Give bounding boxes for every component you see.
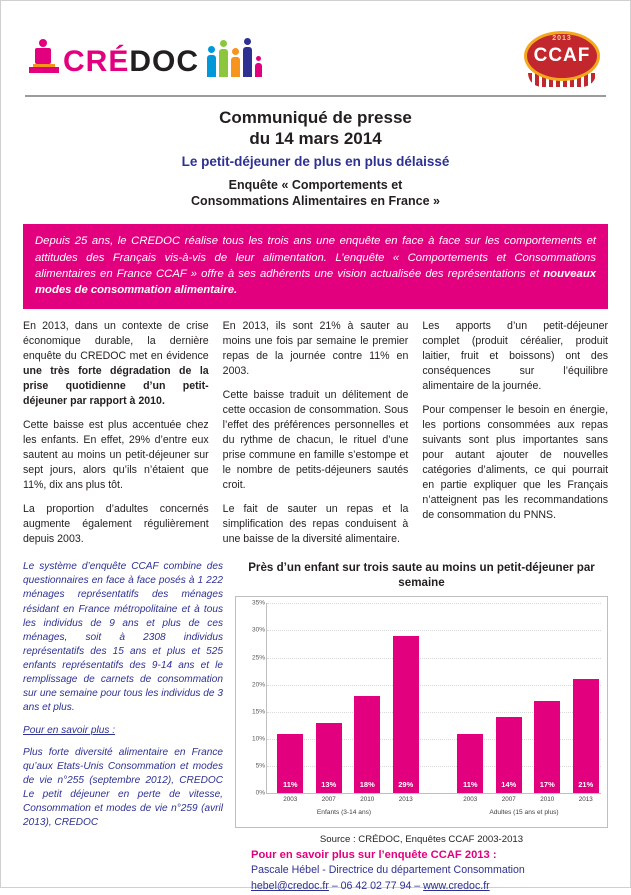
chart-y-tick: 25%: [251, 654, 265, 662]
page-title: [25, 107, 606, 150]
chart-x-tick: 2007: [501, 796, 516, 804]
chart-bar: [354, 696, 380, 794]
paragraph-text: Cette baisse traduit un délitement de cette occasion de consommation. Sous l’effet des préférences personnelles et du rythme de chacun, le rituel d’une prise commune en famille s’estompe et le nombre de petits-déjeuners sautés croit.: [222, 388, 409, 492]
page-header: [1, 1, 630, 97]
methodology-more-title: Pour en savoir plus :: [23, 724, 116, 736]
ccaf-label: CCAF: [533, 45, 591, 66]
chart-plot-area: [251, 599, 601, 817]
paragraph: [223, 388, 409, 493]
paragraph-text: La proportion d’adultes concernés augmente également régulièrement depuis 2003.: [23, 503, 209, 546]
chart-x-tick: 2003: [283, 796, 298, 804]
ccaf-logo: [524, 31, 600, 87]
chart-y-tick: 20%: [251, 681, 265, 689]
chart-bar-value-label: 17%: [539, 780, 555, 790]
credoc-figures-icon: [207, 43, 265, 77]
chart-gridline: [267, 603, 601, 604]
chart-y-tick: 15%: [251, 708, 265, 716]
chart-bar-value-label: 11%: [462, 780, 478, 790]
chart-box: [235, 596, 608, 828]
paragraph-text: Cette baisse est plus accentuée chez les enfants. En effet, 29% d’entre eux sautent au moins un petit-déjeuner sur sept jours, alors qu’ils n’étaient que 11%, dix ans plus tôt.: [23, 418, 209, 492]
chart-gridline: [267, 658, 601, 659]
paragraph: [23, 418, 209, 493]
credoc-wordmark-rest: DOC: [129, 45, 200, 78]
paragraph: [223, 319, 409, 379]
chart-x-tick: 2013: [578, 796, 593, 804]
paragraph-text: Le fait de sauter un repas et la simplification des repas conduisent à une baisse de la diversité alimentaire.: [222, 503, 409, 546]
chart-source: Source : CRÉDOC, Enquêtes CCAF 2003-2013: [319, 834, 524, 846]
chart-bar: [393, 636, 419, 793]
survey-line-1: Enquête « Comportements et: [228, 177, 403, 192]
page-subtitle: Le petit-déjeuner de plus en plus délaissé: [181, 153, 450, 169]
chart-x-tick: 2010: [540, 796, 555, 804]
chart-y-tick: 30%: [251, 626, 265, 634]
footer-title: Pour en savoir plus sur l’enquête CCAF 2013 :: [251, 849, 497, 862]
chart-x-tick: 2010: [360, 796, 375, 804]
intro-bold-text: nouveaux modes de consommation alimentaire.: [35, 268, 596, 297]
chart-bar: [457, 734, 483, 794]
title-line-2: du 14 mars 2014: [249, 129, 382, 149]
survey-line-2: Consommations Alimentaires en France »: [191, 194, 440, 209]
paragraph-text: En 2013, dans un contexte de crise économique durable, la dernière enquête du CREDOC met en évidence: [23, 319, 209, 362]
chart-bar: [316, 723, 342, 794]
paragraph: [23, 502, 209, 547]
paragraph: [422, 319, 608, 394]
paragraph: [223, 502, 409, 547]
title-line-1: Communiqué de presse: [219, 108, 412, 127]
chart-y-tick: 0%: [255, 789, 265, 797]
chart-group-label: Adultes (15 ans et plus): [489, 809, 559, 817]
footer-separator: – 06 42 02 77 94 –: [328, 880, 424, 893]
chart-bar-value-label: 11%: [282, 780, 298, 790]
paragraph-text: Pour compenser le besoin en énergie, les portions consommées aux repas suivants sont plus importantes sans pour autant ajouter de nouvelles catégories d’aliments, ce qui pourrait en partie expliquer que les Français n’atteignent pas les recommandations de consommation du PNNS.: [422, 403, 609, 522]
chart-x-tick: 2013: [398, 796, 413, 804]
survey-name: [25, 177, 606, 211]
chart-bar: [573, 679, 599, 793]
paragraph-bold: une très forte dégradation de la prise quotidienne d’un petit-déjeuner par rapport à 2010.: [23, 364, 209, 407]
methodology-references: Plus forte diversité alimentaire en France qu’aux Etats-Unis Consommation et modes de vie n°255 (septembre 2012), CREDOC Le petit déjeuner en perte de vitesse, Consommation et modes de vie n°259 (avril 2013), CREDOC: [23, 746, 223, 829]
chart-gridline: [267, 685, 601, 686]
chart-y-tick: 35%: [251, 599, 265, 607]
chart-bar-value-label: 29%: [398, 780, 414, 790]
credoc-wordmark: [63, 47, 199, 77]
methodology-text: Le système d’enquête CCAF combine des questionnaires en face à face posés à 1 222 ménages représentatifs des ménages résidant en France métropolitaine et à tous les individus de 9 ans et plus de ces ménages, soit à 2308 individus représentatifs des 15 ans et plus et 525 enfants représentatifs des 9-14 ans et le remplissage de carnets de consommation sur une semaine pour tous les individus de 3 ans et plus.: [23, 561, 223, 714]
chart-y-tick: 5%: [255, 762, 265, 770]
paragraph-text: Les apports d’un petit-déjeuner complet (produit céréalier, produit laitier, fruit et boissons) ont des conséquences sur l’équilibre alimentaire de la journée.: [422, 319, 609, 392]
chart-x-tick: 2003: [463, 796, 478, 804]
lower-section: [1, 556, 630, 845]
chart-gridline: [267, 630, 601, 631]
intro-band: [23, 224, 608, 309]
chart-bar: [277, 734, 303, 794]
chart-bar-value-label: 13%: [321, 780, 337, 790]
chart-bar-value-label: 21%: [578, 780, 594, 790]
column-3: [422, 319, 608, 556]
ccaf-badge: [524, 31, 600, 81]
chart-bar-value-label: 18%: [359, 780, 375, 790]
chart-bar-value-label: 14%: [501, 780, 517, 790]
methodology-box: [23, 560, 223, 845]
footer-contact-details: [251, 879, 608, 895]
chart-y-tick: 10%: [251, 735, 265, 743]
ccaf-year-label: 2013: [552, 35, 572, 42]
paragraph: [23, 319, 209, 409]
chart-bar: [496, 717, 522, 793]
chart-area: [235, 560, 608, 845]
email-link[interactable]: hebel@credoc.fr: [251, 880, 329, 893]
body-columns: [1, 309, 630, 556]
paragraph-text: En 2013, ils sont 21% à sauter au moins une fois par semaine le premier repas de la journée contre 11% en 2003.: [222, 319, 409, 377]
chart-title: Près d’un enfant sur trois saute au moins un petit-déjeuner par semaine: [248, 561, 595, 590]
credoc-person-icon: [29, 39, 59, 77]
chart-bar: [534, 701, 560, 793]
paragraph: [422, 403, 608, 523]
column-1: [23, 319, 209, 556]
chart-x-tick: 2007: [321, 796, 336, 804]
title-block: [1, 97, 630, 216]
header-divider: [25, 95, 606, 97]
chart-group-label: Enfants (3-14 ans): [316, 809, 372, 817]
website-link[interactable]: www.credoc.fr: [423, 880, 490, 893]
footer-contact-name: Pascale Hébel - Directrice du département Consommation: [251, 864, 525, 877]
column-2: [223, 319, 409, 556]
credoc-wordmark-accent: CRÉ: [63, 45, 130, 78]
credoc-logo: [63, 43, 265, 77]
intro-text: Depuis 25 ans, le CREDOC réalise tous les trois ans une enquête en face à face sur les comportements et attitudes des Français vis-à-vis de leur alimentation. L’enquête « Comportements et Consommations alimentaires en France CCAF » offre à ses adhérents une vision actualisée des représentations et: [35, 235, 596, 280]
